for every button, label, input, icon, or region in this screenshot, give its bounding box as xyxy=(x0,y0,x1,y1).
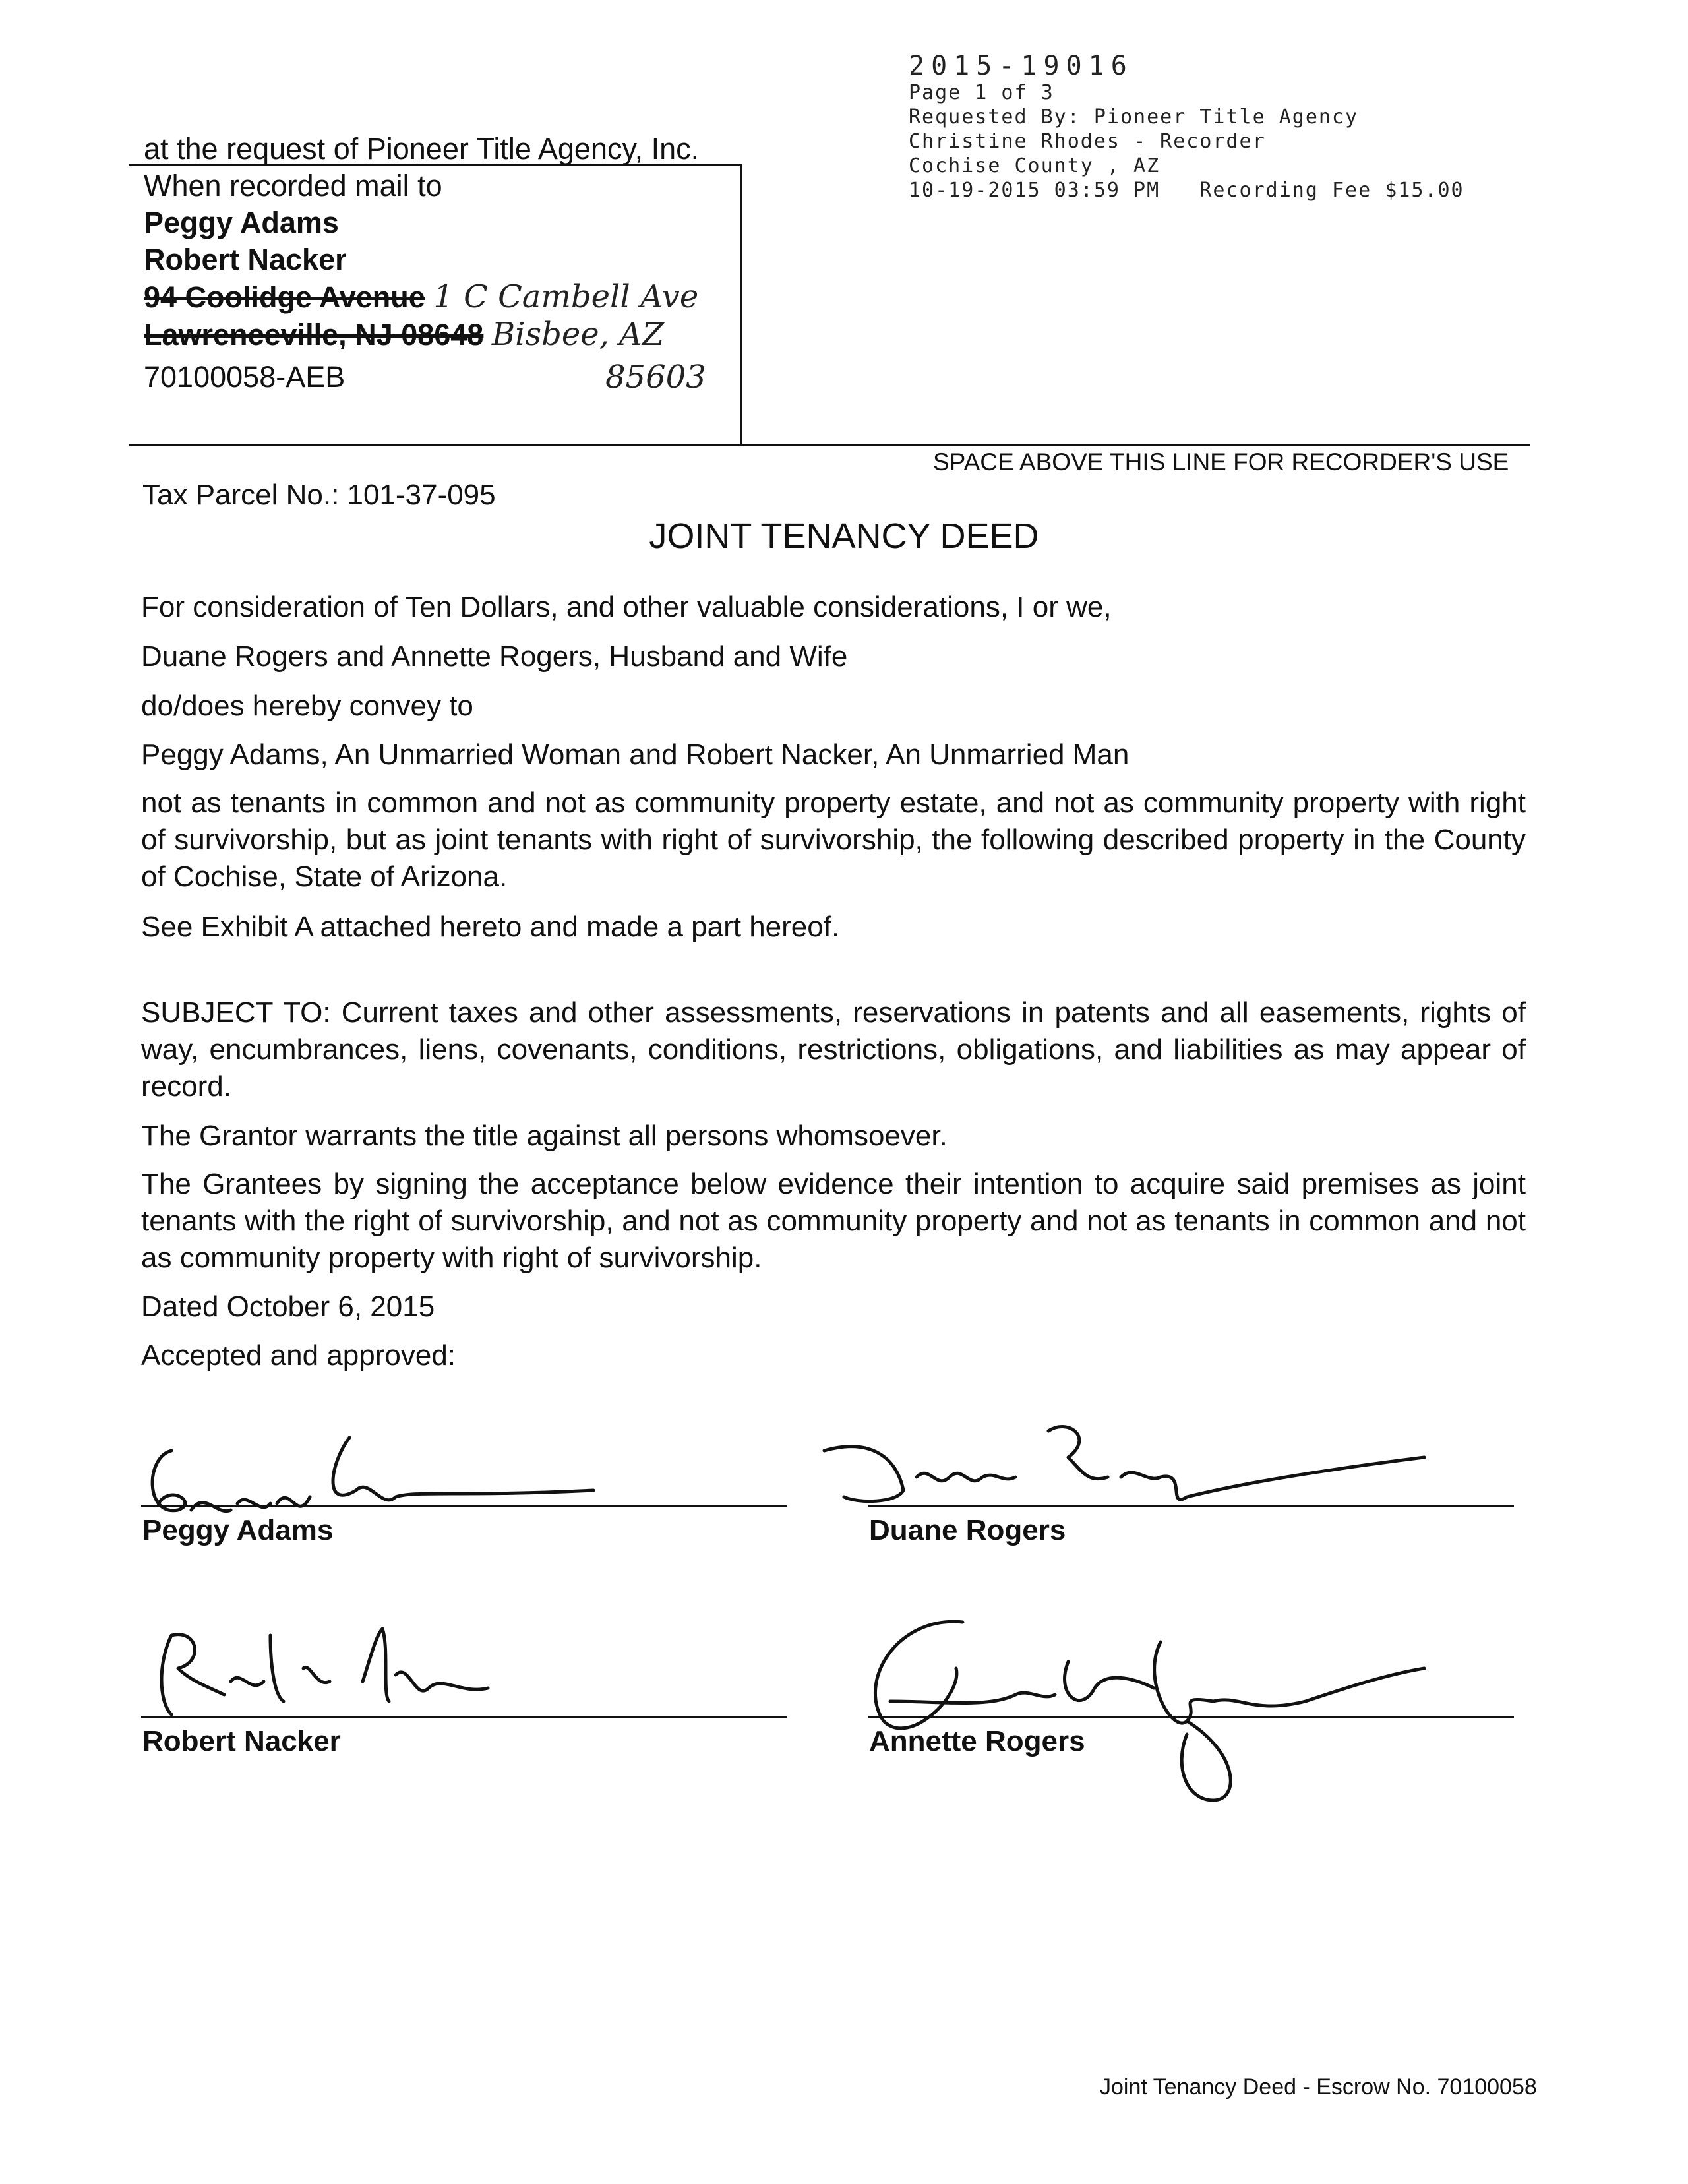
annette-rogers-name: Annette Rogers xyxy=(869,1725,1085,1757)
old-city-address: Lawrenceville, NJ 08648 xyxy=(144,318,484,351)
escrow-number: 70100058-AEB xyxy=(144,360,346,394)
duane-signature-line xyxy=(868,1505,1514,1507)
request-line: at the request of Pioneer Title Agency, Inc. xyxy=(144,132,700,166)
stamp-datetime: 10-19-2015 03:59 PM xyxy=(909,179,1160,202)
address-line-3 xyxy=(144,359,737,396)
accepted-text: Accepted and approved: xyxy=(141,1339,456,1372)
consideration-text: For consideration of Ten Dollars, and other valuable considerations, I or we, xyxy=(141,591,1112,623)
new-street-address: 1 C Cambell Ave xyxy=(433,278,699,315)
annette-rogers-signature xyxy=(844,1602,1385,1813)
recording-stamp xyxy=(909,51,1464,202)
acceptance-text: The Grantees by signing the acceptance below evidence their intention to acquire said premises as joint tenants with the right of survivorship, and not as community property and not as tenants in common and not as community property with right of survivorship. xyxy=(141,1168,1526,1274)
grantors-text: Duane Rogers and Annette Rogers, Husband and Wife xyxy=(141,640,848,673)
recorder-space-label: SPACE ABOVE THIS LINE FOR RECORDER'S USE xyxy=(933,448,1509,475)
return-name-2: Robert Nacker xyxy=(144,243,347,276)
stamp-datetime-fee xyxy=(909,178,1464,202)
convey-text: do/does hereby convey to xyxy=(141,690,473,722)
return-address-content xyxy=(144,167,737,396)
peggy-signature-line xyxy=(141,1505,787,1507)
return-name-1: Peggy Adams xyxy=(144,206,339,239)
deed-title: JOINT TENANCY DEED xyxy=(649,516,1039,556)
robert-nacker-name: Robert Nacker xyxy=(142,1725,341,1757)
warranty-text: The Grantor warrants the title against all persons whomsoever. xyxy=(141,1120,948,1152)
address-line-2 xyxy=(144,316,737,353)
robert-signature-line xyxy=(141,1716,787,1718)
document-number: 2015-19016 xyxy=(909,51,1133,81)
grantees-text: Peggy Adams, An Unmarried Woman and Robert Nacker, An Unmarried Man xyxy=(141,739,1130,771)
new-zip: 85603 xyxy=(605,359,706,396)
address-line-1 xyxy=(144,278,737,316)
peggy-adams-name: Peggy Adams xyxy=(142,1514,334,1546)
stamp-requested-by: Requested By: Pioneer Title Agency xyxy=(909,106,1359,129)
robert-nacker-signature xyxy=(132,1609,541,1741)
exhibit-text: See Exhibit A attached hereto and made a part hereof. xyxy=(141,911,840,943)
tax-parcel: Tax Parcel No.: 101-37-095 xyxy=(142,479,496,511)
duane-rogers-name: Duane Rogers xyxy=(869,1514,1066,1546)
dated-text: Dated October 6, 2015 xyxy=(141,1290,435,1323)
annette-signature-line xyxy=(868,1716,1514,1718)
tenancy-text: not as tenants in common and not as community property estate, and not as community property with right of survivorship, but as joint tenants with right of survivorship, the following described property in the County of Cochise, State of Arizona. xyxy=(141,787,1526,893)
duane-rogers-signature xyxy=(818,1411,1431,1530)
subject-to-text: SUBJECT TO: Current taxes and other assessments, reservations in patents and all easements, rights of way, encumbrances, liens, covenants, conditions, restrictions, obligations, and liabilities as may appear of record. xyxy=(141,996,1526,1103)
recorder-space-line xyxy=(129,444,1530,446)
stamp-fee: Recording Fee $15.00 xyxy=(1199,179,1464,202)
stamp-recorder: Christine Rhodes - Recorder xyxy=(909,130,1266,153)
footer-text: Joint Tenancy Deed - Escrow No. 70100058 xyxy=(1100,2075,1537,2100)
stamp-page: Page 1 of 3 xyxy=(909,81,1054,104)
old-street-address: 94 Coolidge Avenue xyxy=(144,280,425,314)
new-city-address: Bisbee, AZ xyxy=(491,316,665,353)
mail-to-label: When recorded mail to xyxy=(144,169,442,202)
stamp-county: Cochise County , AZ xyxy=(909,154,1160,177)
